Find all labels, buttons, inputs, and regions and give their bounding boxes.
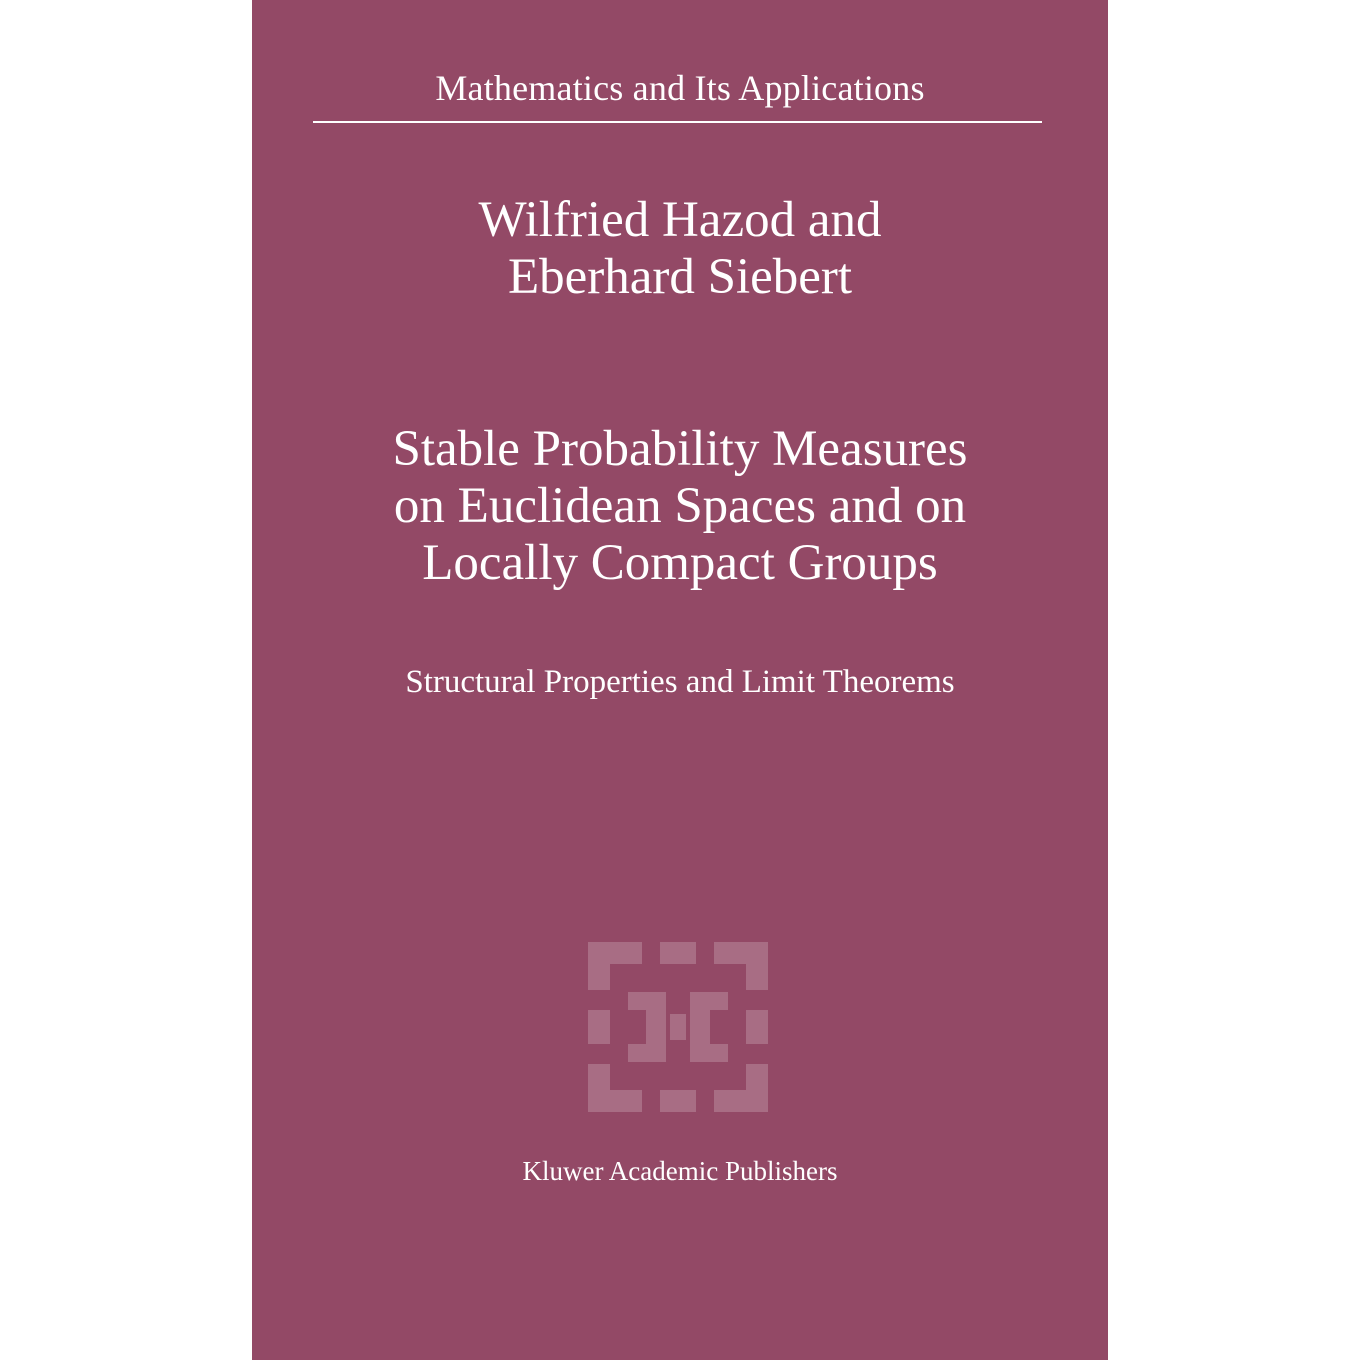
authors (252, 192, 1108, 306)
author-line-1: Wilfried Hazod and (478, 192, 882, 248)
publisher-logo-icon (588, 942, 768, 1112)
series-title: Mathematics and Its Applications (435, 68, 925, 108)
book-cover (252, 0, 1108, 1360)
title-line-2: on Euclidean Spaces and on (393, 478, 967, 534)
series-rule (313, 121, 1042, 123)
book-title (252, 421, 1108, 592)
title-line-3: Locally Compact Groups (422, 535, 938, 591)
publisher-name: Kluwer Academic Publishers (522, 1156, 838, 1186)
author-line-2: Eberhard Siebert (507, 249, 853, 305)
book-subtitle: Structural Properties and Limit Theorems (405, 664, 955, 700)
title-line-1: Stable Probability Measures (392, 421, 968, 477)
